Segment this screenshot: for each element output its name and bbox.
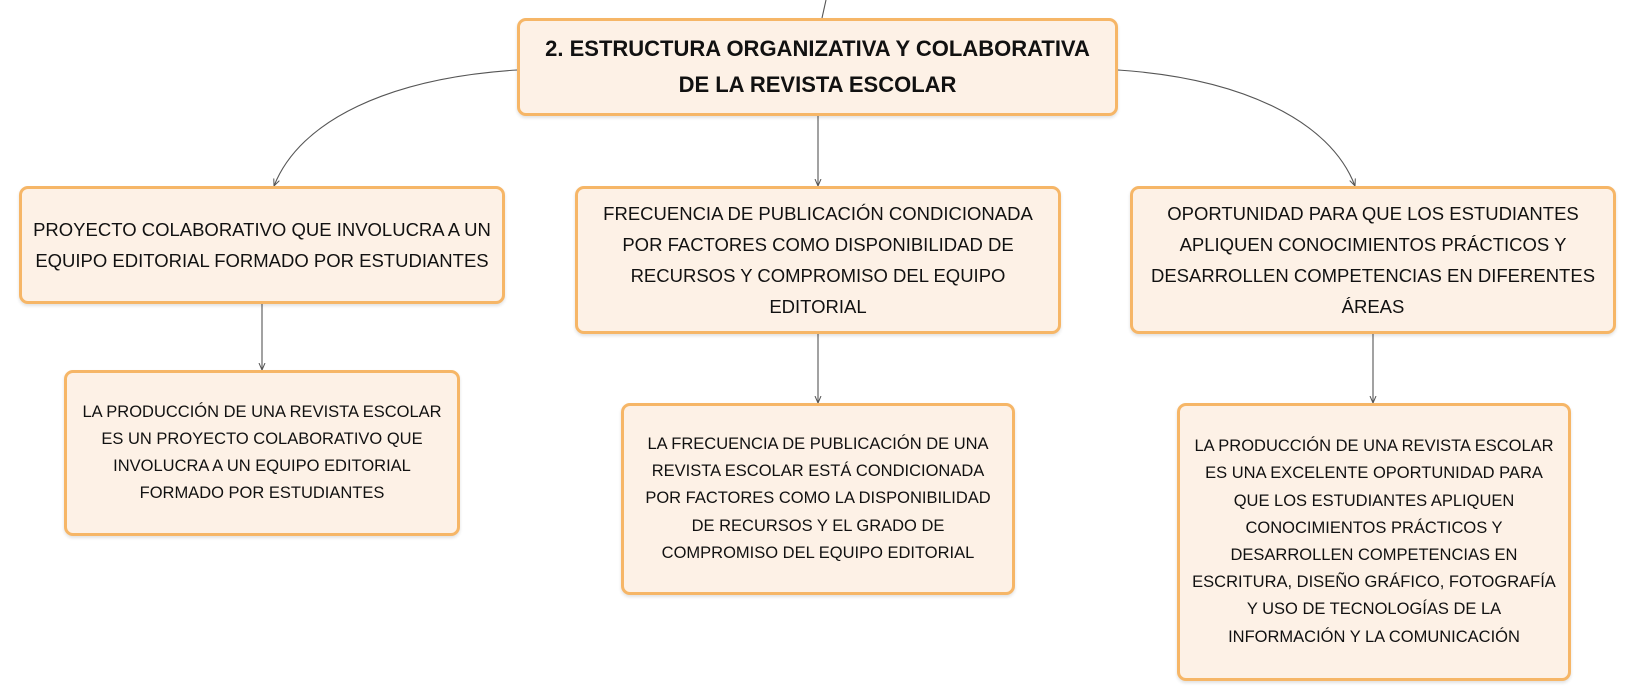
connector-root-to-topic-3 bbox=[1118, 70, 1355, 186]
topic-node-label: FRECUENCIA DE PUBLICACIÓN CONDICIONADA POR FACTORES COMO DISPONIBILIDAD DE RECURSOS Y COMPROMISO DEL EQUIPO EDITORIAL bbox=[603, 203, 1033, 317]
topic-node-label: PROYECTO COLABORATIVO QUE INVOLUCRA A UN EQUIPO EDITORIAL FORMADO POR ESTUDIANTES bbox=[33, 219, 491, 271]
root-node-title: 2. ESTRUCTURA ORGANIZATIVA Y COLABORATIVA DE LA REVISTA ESCOLAR bbox=[545, 36, 1090, 97]
detail-node-publication-frequency[interactable] bbox=[621, 403, 1015, 595]
topic-node-publication-frequency[interactable] bbox=[575, 186, 1061, 334]
topic-node-label: OPORTUNIDAD PARA QUE LOS ESTUDIANTES APLIQUEN CONOCIMIENTOS PRÁCTICOS Y DESARROLLEN COMPETENCIAS EN DIFERENTES ÁREAS bbox=[1150, 203, 1596, 317]
detail-node-text: LA PRODUCCIÓN DE UNA REVISTA ESCOLAR ES UN PROYECTO COLABORATIVO QUE INVOLUCRA A UN EQUIPO EDITORIAL FORMADO POR ESTUDIANTES bbox=[82, 402, 442, 503]
root-node[interactable] bbox=[517, 18, 1118, 116]
topic-node-collaborative-project[interactable] bbox=[19, 186, 505, 304]
detail-node-text: LA FRECUENCIA DE PUBLICACIÓN DE UNA REVISTA ESCOLAR ESTÁ CONDICIONADA POR FACTORES COMO LA DISPONIBILIDAD DE RECURSOS Y EL GRADO DE COMPROMISO DEL EQUIPO EDITORIAL bbox=[645, 434, 991, 562]
detail-node-text: LA PRODUCCIÓN DE UNA REVISTA ESCOLAR ES UNA EXCELENTE OPORTUNIDAD PARA QUE LOS ESTUDIANTES APLIQUEN CONOCIMIENTOS PRÁCTICOS Y DESARROLLEN COMPETENCIAS EN ESCRITURA, DISEÑO GRÁFICO, FOTOGRAFÍA Y USO DE TECNOLOGÍAS DE LA INFORMACIÓN Y LA COMUNICACIÓN bbox=[1192, 437, 1556, 646]
connector-root-to-topic-1 bbox=[274, 70, 517, 186]
detail-node-collaborative-project[interactable] bbox=[64, 370, 460, 536]
topic-node-student-opportunity[interactable] bbox=[1130, 186, 1616, 334]
detail-node-student-opportunity[interactable] bbox=[1177, 403, 1571, 681]
connector-parent-to-root bbox=[822, 0, 826, 18]
